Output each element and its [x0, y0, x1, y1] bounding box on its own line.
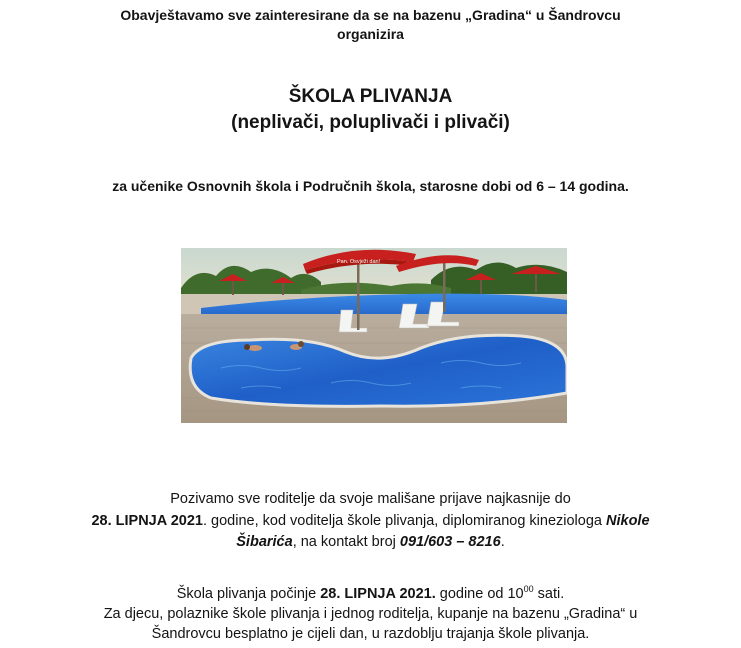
- announcement-line-2: organizira: [337, 26, 404, 42]
- pool-photo: [181, 248, 567, 423]
- start-line: [0, 586, 741, 602]
- coach-last-name: Šibarića: [236, 534, 293, 550]
- free-entry-line-2: Šandrovcu besplatno je cijeli dan, u razdoblju trajanja škole plivanja.: [151, 626, 590, 642]
- announcement-line-1: Obavještavamo sve zainteresirane da se na bazenu „Gradina“ u Šandrovcu: [120, 7, 621, 23]
- page-title: ŠKOLA PLIVANJA: [288, 86, 453, 107]
- coach-first-name: Nikole: [606, 513, 650, 529]
- contact-phone: 091/603 – 8216: [399, 534, 501, 550]
- sentence-end: .: [500, 534, 505, 550]
- umbrella-slogan: Pan. Osvježi dan!: [337, 259, 381, 265]
- page-subtitle: (neplivači, polupl​ivači i plivači): [231, 112, 510, 133]
- start-date: 28. LIPNJA 2021.: [320, 586, 436, 602]
- invitation-text: . godine, kod voditelja škole plivanja, diplomiranog kineziologa: [202, 513, 606, 529]
- start-minutes: 00: [523, 584, 534, 594]
- invitation-line-2: [0, 513, 741, 529]
- invitation-line-3: [0, 534, 741, 550]
- invitation-line-1: Pozivamo sve roditelje da svoje mališane prijave najkasnije do: [170, 491, 571, 507]
- audience-text: za učenike Osnovnih škola i Područnih škola, starosne dobi od 6 – 14 godina.: [112, 178, 629, 194]
- start-time: godine od 10: [435, 586, 524, 602]
- free-entry-line-1: Za djecu, polaznike škole plivanja i jednog roditelja, kupanje na bazenu „Gradina“ u: [103, 606, 638, 622]
- registration-deadline: 28. LIPNJA 2021: [91, 513, 203, 529]
- start-suffix: sati.: [533, 586, 565, 602]
- start-prefix: Škola plivanja počinje: [176, 586, 321, 602]
- contact-text: , na kontakt broj: [292, 534, 400, 550]
